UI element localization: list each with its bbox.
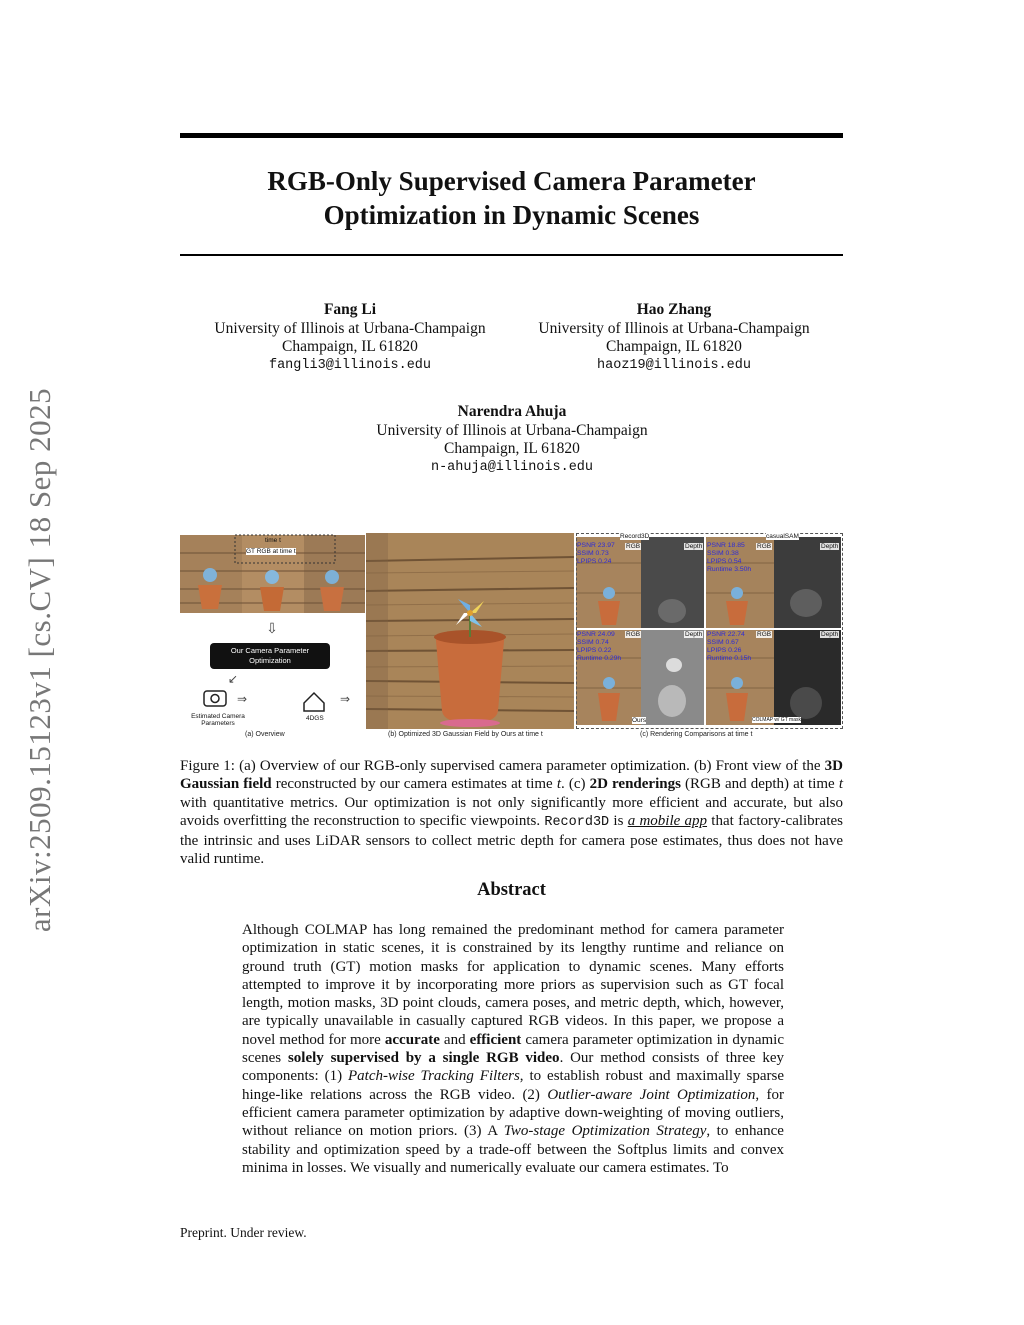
caption-text: that factory-calibrates the intrinsic and uses LiDAR sensors to collect metric depth for camera pose estimates, thus does not have valid runtime. xyxy=(180,812,843,868)
camera-optimization-block: Our Camera Parameter Optimization xyxy=(210,643,330,669)
title-line-1: RGB-Only Supervised Camera Parameter xyxy=(267,166,756,196)
metrics-casualsam: PSNR 18.85 SSIM 0.38 LPIPS 0.54 Runtime 3.50h xyxy=(707,542,752,573)
figure-panel-overview xyxy=(180,533,365,729)
panel-b-label: (b) Optimized 3D Gaussian Field by Ours at time t xyxy=(388,731,543,738)
caption-text: (RGB and depth) at time xyxy=(680,776,839,793)
caption-code: Record3D xyxy=(544,814,610,830)
depth-tag: Depth xyxy=(821,543,839,550)
author-email[interactable]: fangli3@illinois.edu xyxy=(268,357,432,373)
abstract-italic: Two-stage Optimization Strategy xyxy=(503,1123,707,1140)
time-label: time t xyxy=(265,537,281,544)
4dgs-label: 4DGS xyxy=(306,715,324,722)
gaussian-field-render xyxy=(366,533,574,729)
author-affiliation: University of Illinois at Urbana-Champaign xyxy=(538,319,810,337)
abstract-body xyxy=(242,921,784,1177)
page-footer: Preprint. Under review. xyxy=(180,1225,307,1240)
colmap-heading: COLMAP w/ GT mask xyxy=(752,717,801,723)
overview-illustration xyxy=(180,533,365,729)
figure-panel-gaussian-field xyxy=(366,533,574,729)
abstract-text: , to establish robust and maximally sparse hinge-like relations across the RGB video. (2) xyxy=(242,1068,784,1103)
caption-bold: 3D Gaussian field xyxy=(180,758,843,793)
caption-text: reconstructed by our camera estimates at time xyxy=(271,776,557,793)
svg-text:⇩: ⇩ xyxy=(266,621,278,637)
abstract-text: . Our method consists of three key components: (1) xyxy=(242,1050,785,1085)
caption-text: with quantitative metrics. Our optimization is not only significantly more efficient and accurate, but also avoids overfitting the reconstruction to specific viewpoints. xyxy=(180,794,843,829)
abstract-text: camera parameter optimization in dynamic scenes xyxy=(242,1031,784,1067)
abstract-bold: solely supervised by a single RGB video xyxy=(287,1050,560,1067)
author-name: Fang Li xyxy=(323,301,377,318)
figure-1 xyxy=(180,533,843,743)
author-name: Hao Zhang xyxy=(636,301,712,318)
panel-a-label: (a) Overview xyxy=(245,731,285,738)
rgb-tag: RGB xyxy=(626,631,641,638)
author-city: Champaign, IL 61820 xyxy=(606,338,742,355)
caption-bold: 2D renderings xyxy=(589,776,681,793)
depth-tag: Depth xyxy=(685,631,703,638)
rgb-tag: RGB xyxy=(757,631,772,638)
mobile-app-link[interactable]: a mobile app xyxy=(627,812,708,829)
abstract-italic: Patch-wise Tracking Filters xyxy=(347,1068,520,1085)
figure-caption xyxy=(180,757,843,869)
rgb-tag: RGB xyxy=(757,543,772,550)
casualsam-heading: casualSAM xyxy=(766,533,799,540)
caption-text: . (c) xyxy=(560,776,590,793)
paper-title xyxy=(180,164,843,232)
caption-text: Figure 1: (a) Overview of our RGB-only supervised camera parameter optimization. (b) Front view of the xyxy=(180,758,825,774)
abstract-bold: efficient xyxy=(469,1031,522,1048)
title-rule-top xyxy=(180,133,843,138)
metrics-record3d: PSNR 23.97 SSIM 0.73 LPIPS 0.24 xyxy=(577,542,615,565)
author-block-3 xyxy=(347,403,677,477)
author-affiliation: University of Illinois at Urbana-Champaign xyxy=(376,421,648,439)
author-city: Champaign, IL 61820 xyxy=(282,338,418,355)
abstract-text: , for efficient camera parameter optimization by adaptive down-weighting of moving outliers, without reliance on motion priors. (3) A xyxy=(242,1086,784,1140)
title-line-2: Optimization in Dynamic Scenes xyxy=(323,200,700,230)
author-block-2 xyxy=(509,301,839,375)
caption-text: is xyxy=(609,812,628,829)
record3d-heading: Record3D xyxy=(620,533,650,540)
abstract-text: Although COLMAP has long remained the predominant method for camera parameter optimization in static scenes, it is constrained by its lengthy runtime and reliance on ground truth (GT) motion masks for application to dynamic scenes. Many efforts attempted to improve it by incorporating more priors as supervision such as GT focal length, motion masks, 3D point clouds, camera poses, and metric depth, which, however, are typically unavailable in casually captured RGB videos. In this paper, we propose a novel method for more xyxy=(242,922,784,1048)
depth-tag: Depth xyxy=(821,631,839,638)
panel-c-label: (c) Rendering Comparisons at time t xyxy=(640,731,753,738)
metrics-ours: PSNR 24.09 SSIM 0.74 LPIPS 0.22 Runtime 0.29h xyxy=(577,631,622,662)
estimated-camera-label: Estimated Camera Parameters xyxy=(191,713,245,727)
author-affiliation: University of Illinois at Urbana-Champaign xyxy=(214,319,486,337)
author-block-1 xyxy=(185,301,515,375)
caption-math: t xyxy=(556,776,561,793)
author-city: Champaign, IL 61820 xyxy=(444,440,580,457)
gt-rgb-label: GT RGB at time t xyxy=(246,548,296,555)
abstract-heading: Abstract xyxy=(477,880,546,900)
svg-text:⇒: ⇒ xyxy=(339,692,351,706)
abstract-text: , to enhance stability and optimization speed by a trade-off between the Softplus limits and convex minima in losses. We visually and numerically evaluate our camera estimates. To xyxy=(242,1123,784,1176)
svg-text:↙: ↙ xyxy=(228,672,239,686)
ours-heading: Ours xyxy=(632,717,647,724)
author-name: Narendra Ahuja xyxy=(457,403,567,420)
arxiv-identifier-text: arXiv:2509.15123v1 [cs.CV] 18 Sep 2025 xyxy=(22,387,57,933)
rgb-tag: RGB xyxy=(626,543,641,550)
abstract-text: and xyxy=(439,1031,470,1048)
title-rule-bottom xyxy=(180,254,843,256)
abstract-bold: accurate xyxy=(384,1031,440,1048)
author-email[interactable]: n-ahuja@illinois.edu xyxy=(430,459,594,475)
svg-text:⇒: ⇒ xyxy=(236,692,248,706)
figure-panel-rendering-comparisons xyxy=(576,533,843,729)
caption-math: t xyxy=(838,776,843,793)
metrics-colmap: PSNR 22.74 SSIM 0.67 LPIPS 0.26 Runtime 0.15h xyxy=(707,631,752,662)
abstract-italic: Outlier-aware Joint Optimization xyxy=(547,1086,756,1103)
depth-tag: Depth xyxy=(685,543,703,550)
author-email[interactable]: haoz19@illinois.edu xyxy=(597,357,751,373)
